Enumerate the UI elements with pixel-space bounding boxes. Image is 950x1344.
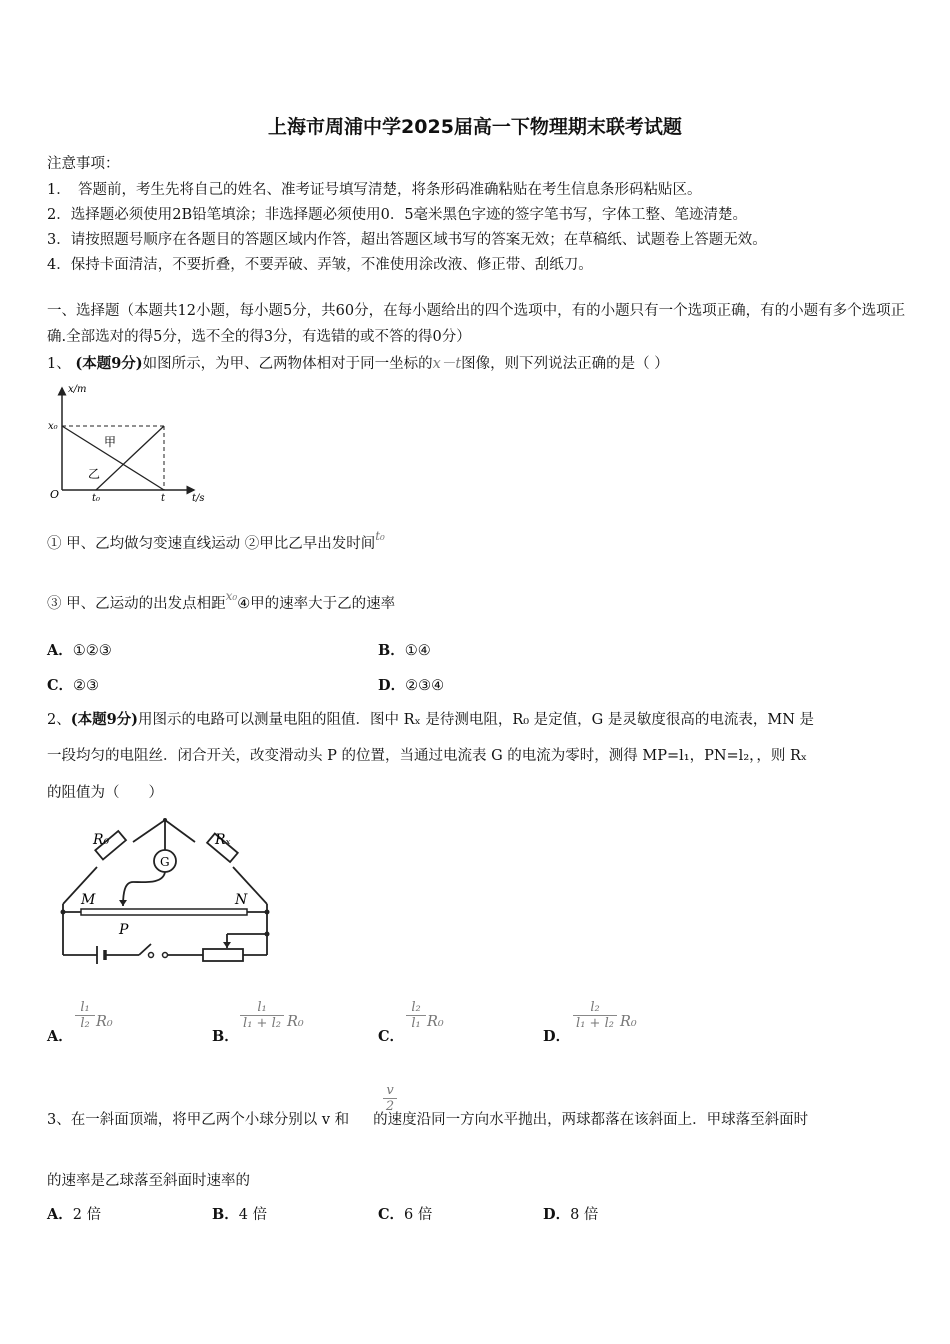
q1-s2-text-b: ④甲的速率大于乙的速率 [237, 596, 396, 612]
numerator: l₁ [80, 1000, 90, 1015]
q2-option-c-fraction [406, 1000, 426, 1031]
n-label: N [235, 892, 248, 908]
q3-option-a[interactable] [47, 1203, 101, 1224]
q1-option-d[interactable] [378, 674, 444, 695]
q2-line1: 用图示的电路可以测量电阻的阻值．图中 Rₓ 是待测电阻，R₀ 是定值，G 是灵敏度很高的电流表，MN 是 [138, 712, 814, 728]
option-letter: C． [47, 677, 74, 694]
q2-circuit-diagram [55, 812, 280, 972]
q1-statement-2 [47, 589, 396, 613]
page-title: 上海市周浦中学2025届高一下物理期末联考试题 [268, 116, 682, 138]
option-letter: D． [543, 1206, 571, 1223]
denominator: l₁ [406, 1015, 426, 1031]
option-text: ①②③ [72, 643, 112, 659]
question-3-line-1 [47, 1108, 808, 1129]
q2-option-a-fraction [75, 1000, 95, 1031]
q3-number: 3、 [47, 1112, 71, 1128]
q3-option-c[interactable] [378, 1203, 432, 1224]
slider-p-arrow [119, 900, 127, 906]
p-label: P [119, 922, 129, 938]
q2-option-d-r0: R₀ [620, 1014, 637, 1030]
q2-option-b-r0: R₀ [287, 1014, 304, 1030]
q3-option-b[interactable] [212, 1203, 267, 1224]
q1-option-c[interactable] [47, 674, 99, 695]
option-letter: B． [378, 642, 405, 659]
option-text: 4 倍 [238, 1207, 268, 1223]
q1-s2-text-a: ③ 甲、乙运动的出发点相距 [47, 596, 226, 612]
section-heading: 一、选择题（本题共12小题，每小题5分，共60分，在每小题给出的四个选项中，有的小题只有一个选项正确，有的小题有多个选项正确.全部选对的得5分，选不全的得3分，有选错的或不答的得0分） [47, 303, 906, 345]
numerator: l₁ [257, 1000, 267, 1015]
option-text: 6 倍 [404, 1207, 433, 1223]
question-1-stem [47, 352, 669, 373]
switch [149, 953, 154, 958]
option-letter: A． [47, 642, 73, 659]
q1-xt-graph [44, 380, 214, 505]
y-axis-label: x/m [68, 384, 87, 395]
q2-option-d[interactable]: D． [543, 1028, 571, 1045]
question-3-line-2: 的速率是乙球落至斜面时速率的 [47, 1173, 250, 1189]
q2-option-c-r0: R₀ [427, 1014, 444, 1030]
numerator: v [386, 1083, 394, 1098]
option-text: ①④ [404, 643, 431, 659]
x0-label: x₀ [48, 421, 58, 432]
q2-option-a[interactable]: A． [47, 1028, 73, 1045]
question-2-line-2: 一段均匀的电阻丝．闭合开关，改变滑动头 P 的位置，当通过电流表 G 的电流为零时，测得 MP=l₁，PN=l₂，，则 Rₓ [47, 748, 808, 764]
numerator: l₂ [411, 1000, 421, 1015]
q1-stem-b: 图像，则下列说法正确的是（ ） [461, 356, 669, 372]
q2-score: (本题9分) [70, 711, 139, 728]
question-2-line-1 [47, 708, 814, 729]
q1-score: (本题9分) [75, 355, 143, 372]
q2-option-a-r0: R₀ [96, 1014, 113, 1030]
option-text: ②③ [73, 678, 100, 694]
q2-option-d-fraction [573, 1000, 617, 1031]
option-letter: D． [378, 677, 406, 694]
denominator: l₁ + l₂ [240, 1015, 284, 1031]
q2-option-c[interactable]: C． [378, 1028, 405, 1045]
resistance-wire [81, 909, 247, 915]
numerator: l₂ [590, 1000, 600, 1015]
q1-s1-text: ① 甲、乙均做匀变速直线运动 ②甲比乙早出发时间 [47, 536, 376, 552]
origin-label: O [50, 488, 60, 501]
x-axis-label: t/s [192, 493, 205, 504]
q3-stem-a: 在一斜面顶端，将甲乙两个小球分别以 v 和 [70, 1112, 350, 1128]
g-label: G [160, 855, 170, 869]
q3-fraction-v-over-2 [383, 1083, 397, 1114]
q1-stem-a: 如图所示，为甲、乙两物体相对于同一坐标的 [142, 356, 433, 372]
q1-option-b[interactable] [378, 639, 431, 660]
q1-s1-symbol: t₀ [375, 529, 385, 543]
q1-symbol: x－t [432, 356, 462, 372]
notice-item: 3．请按照题号顺序在各题目的答题区域内作答，超出答题区域书写的答案无效；在草稿纸、试题卷上答题无效。 [47, 232, 767, 248]
r0-label: R₀ [93, 832, 110, 848]
notice-item: 2．选择题必须使用2B铅笔填涂；非选择题必须使用0．5毫米黑色字迹的签字笔书写，字体工整、笔迹清楚。 [47, 207, 748, 223]
denominator: l₂ [75, 1015, 95, 1031]
option-letter: A． [47, 1206, 73, 1223]
q1-option-a[interactable] [47, 639, 112, 660]
option-letter: B． [212, 1206, 239, 1223]
option-text: 8 倍 [570, 1207, 599, 1223]
q3-option-d[interactable] [543, 1203, 598, 1224]
option-text: ②③④ [405, 678, 445, 694]
denominator: l₁ + l₂ [573, 1015, 617, 1031]
question-2-line-3: 的阻值为（ ） [47, 785, 163, 801]
q1-number: 1、 [47, 356, 71, 372]
q1-statement-1 [47, 529, 385, 553]
rheostat [203, 949, 243, 961]
notice-item: 1． 答题前，考生先将自己的姓名、准考证号填写清楚，将条形码准确粘贴在考生信息条形码粘贴区。 [47, 182, 702, 198]
notice-item: 4．保持卡面清洁，不要折叠，不要弄破、弄皱，不准使用涂改液、修正带、刮纸刀。 [47, 257, 593, 273]
q2-option-b-fraction [240, 1000, 284, 1031]
option-letter: C． [378, 1206, 405, 1223]
q3-stem-b: 的速度沿同一方向水平抛出，两球都落在该斜面上．甲球落至斜面时 [373, 1112, 809, 1128]
denominator: 2 [383, 1098, 397, 1114]
yi-label: 乙 [88, 467, 101, 481]
t0-label: t₀ [92, 493, 101, 504]
q1-s2-symbol: x₀ [225, 589, 238, 603]
option-text: 2 倍 [72, 1207, 102, 1223]
m-label: M [81, 892, 96, 908]
t-label: t [161, 493, 166, 504]
notice-heading: 注意事项： [47, 156, 120, 172]
rx-label: Rₓ [215, 832, 231, 848]
jia-label: 甲 [104, 435, 117, 449]
q2-option-b[interactable]: B． [212, 1028, 239, 1045]
q2-number: 2、 [47, 712, 71, 728]
